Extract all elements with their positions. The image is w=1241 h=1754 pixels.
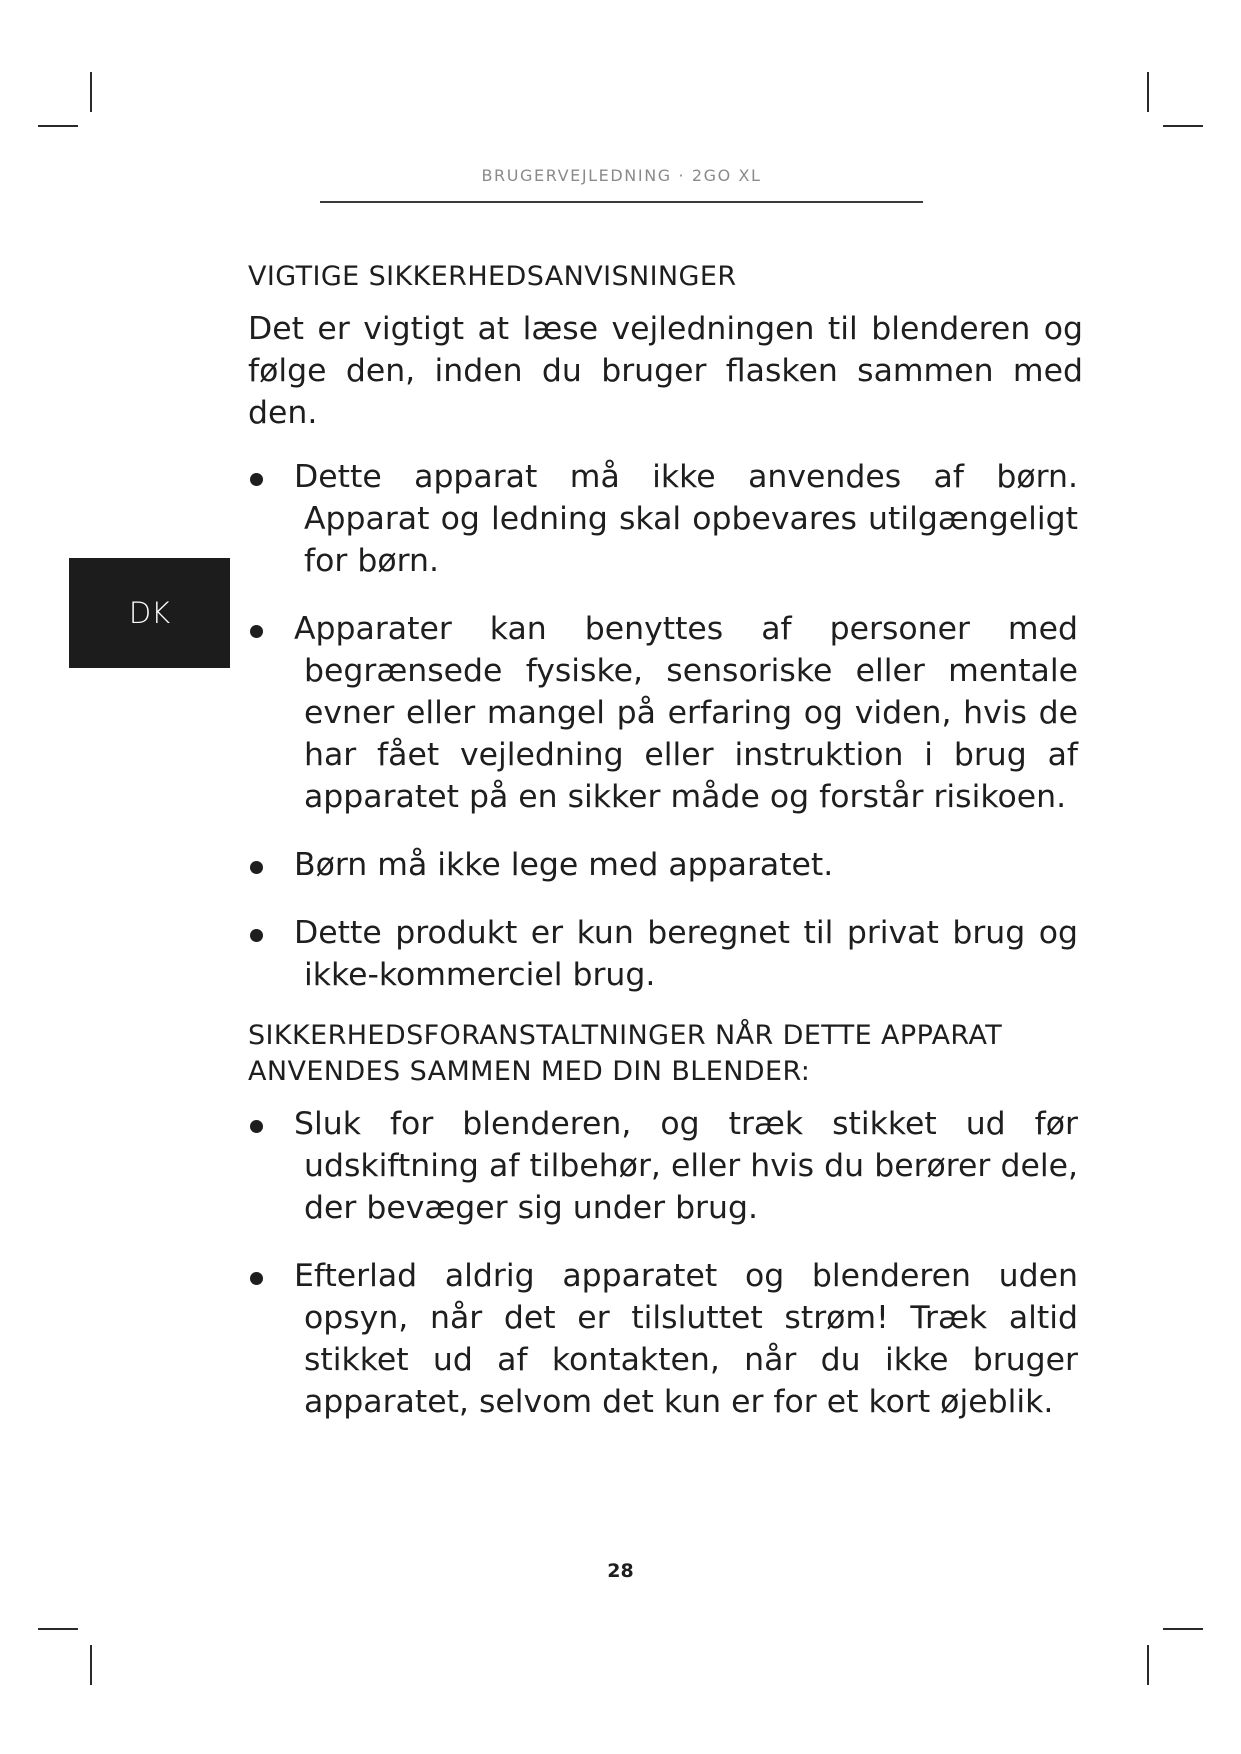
crop-mark-top-right-horizontal <box>1163 125 1203 127</box>
language-tab <box>69 558 230 668</box>
crop-mark-bottom-left-vertical <box>90 1645 92 1685</box>
list-item <box>248 844 1086 886</box>
list-item-text: Apparater kan benyttes af personer med begrænsede fysiske, sensoriske eller mentale evner eller mangel på erfaring og viden, hvis de har fået vejledning eller instruktion i brug af apparatet på en sikker måde og forstår risikoen. <box>294 611 1078 815</box>
bullet-icon <box>250 861 263 874</box>
bullet-icon <box>250 625 263 638</box>
crop-mark-bottom-right-vertical <box>1147 1645 1149 1685</box>
bullet-icon <box>250 929 263 942</box>
main-content <box>248 259 1086 1449</box>
safety-bullet-list <box>248 456 1086 996</box>
list-item <box>248 1103 1086 1229</box>
list-item <box>248 912 1086 996</box>
list-item <box>248 456 1086 582</box>
language-tab-label: DK <box>128 596 171 630</box>
header-divider <box>320 201 923 203</box>
crop-mark-top-left-horizontal <box>38 125 78 127</box>
list-item-text: Dette produkt er kun beregnet til privat brug og ikke-kommerciel brug. <box>294 915 1078 993</box>
running-header: BRUGERVEJLEDNING · 2GO XL <box>481 166 762 185</box>
list-item-text: Børn må ikke lege med apparatet. <box>294 847 834 883</box>
list-item-text: Efterlad aldrig apparatet og blenderen uden opsyn, når det er tilsluttet strøm! Træk altid stikket ud af kontakten, når du ikke bruger apparatet, selvom det kun er for et kort øjeblik. <box>294 1258 1078 1420</box>
list-item-text: Sluk for blenderen, og træk stikket ud før udskiftning af tilbehør, eller hvis du berører dele, der bevæger sig under brug. <box>294 1106 1078 1226</box>
section-heading-safety: VIGTIGE SIKKERHEDSANVISNINGER <box>248 261 737 292</box>
precautions-bullet-list <box>248 1103 1086 1423</box>
crop-mark-bottom-right-horizontal <box>1163 1628 1203 1630</box>
crop-mark-top-left-vertical <box>90 72 92 112</box>
list-item <box>248 1255 1086 1423</box>
intro-paragraph: Det er vigtigt at læse vejledningen til blenderen og følge den, inden du bruger flasken sammen med den. <box>248 311 1083 431</box>
bullet-icon <box>250 1120 263 1133</box>
list-item-text: Dette apparat må ikke anvendes af børn. Apparat og ledning skal opbevares utilgængeligt for børn. <box>294 459 1078 579</box>
crop-mark-top-right-vertical <box>1147 72 1149 112</box>
list-item <box>248 608 1086 818</box>
crop-mark-bottom-left-horizontal <box>38 1628 78 1630</box>
bullet-icon <box>250 473 263 486</box>
bullet-icon <box>250 1272 263 1285</box>
section-heading-precautions: SIKKERHEDSFORANSTALTNINGER NÅR DETTE APPARAT ANVENDES SAMMEN MED DIN BLENDER: <box>248 1020 1003 1087</box>
page-number: 28 <box>607 1560 634 1582</box>
